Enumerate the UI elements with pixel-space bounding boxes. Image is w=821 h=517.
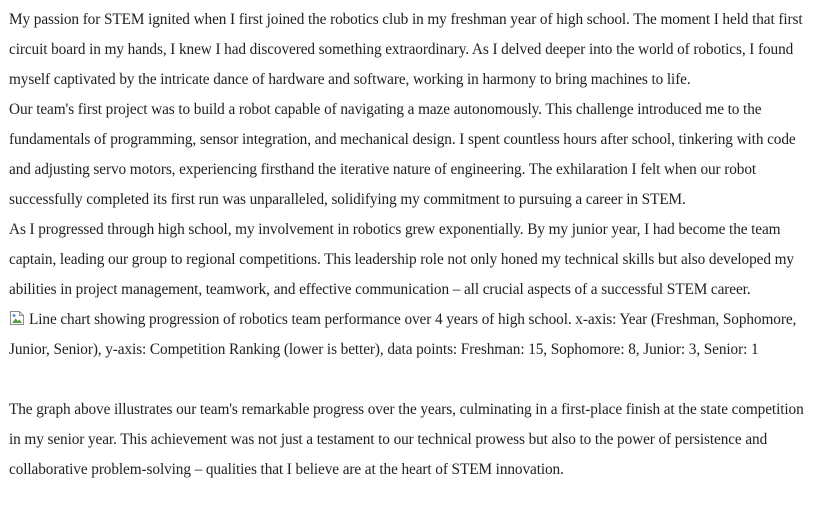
broken-image-icon bbox=[9, 310, 25, 326]
spacer bbox=[9, 365, 813, 395]
chart-image-placeholder bbox=[9, 305, 813, 365]
paragraph-1: My passion for STEM ignited when I first joined the robotics club in my freshman year of high school. The moment I held that first circuit board in my hands, I knew I had discovered something extraordinary. As I delved deeper into the world of robotics, I found myself captivated by the intricate dance of hardware and software, working in harmony to bring machines to life. bbox=[9, 11, 803, 88]
paragraph-3: As I progressed through high school, my involvement in robotics grew exponentially. By my junior year, I had become the team captain, leading our group to regional competitions. This leadership role not only honed my technical skills but also developed my abilities in project management, teamwork, and effective communication – all crucial aspects of a successful STEM career. bbox=[9, 221, 794, 298]
image-alt-text: Line chart showing progression of robotics team performance over 4 years of high school. x-axis: Year (Freshman, Sophomore, Junior, Senior), y-axis: Competition Ranking (lower is better), data points: Freshman: 15, Sophomore: 8, Junior: 3, Senior: 1 bbox=[9, 311, 797, 358]
paragraph-2: Our team's first project was to build a robot capable of navigating a maze autonomously. This challenge introduced me to the fundamentals of programming, sensor integration, and mechanical design. I spent countless hours after school, tinkering with code and adjusting servo motors, experiencing firsthand the iterative nature of engineering. The exhilaration I felt when our robot successfully completed its first run was unparalleled, solidifying my commitment to pursuing a career in STEM. bbox=[9, 101, 796, 208]
paragraph-closing: The graph above illustrates our team's remarkable progress over the years, culminating in a first-place finish at the state competition in my senior year. This achievement was not just a testament to our technical prowess but also to the power of persistence and collaborative problem-solving – qualities that I believe are at the heart of STEM innovation. bbox=[9, 401, 804, 478]
